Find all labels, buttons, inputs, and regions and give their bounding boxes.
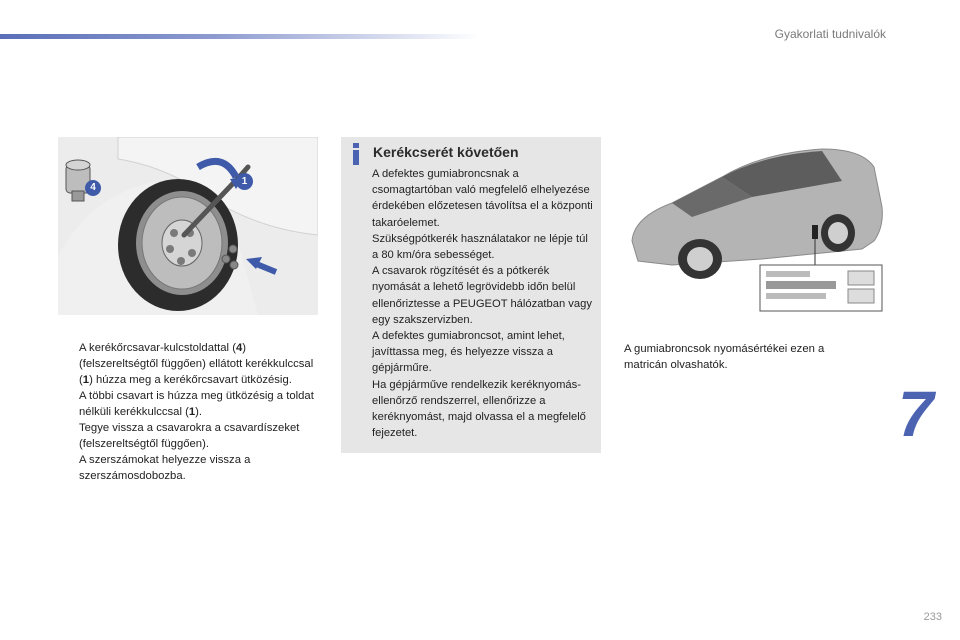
callout-1: 1 (236, 173, 253, 190)
header-accent-bar (0, 34, 480, 39)
step-text: ). (195, 406, 203, 418)
step-item (58, 420, 328, 452)
section-title: Gyakorlati tudnivalók (774, 27, 886, 41)
step-item (58, 388, 328, 420)
car-caption: A gumiabroncsok nyomásértékei ezen a matricán olvashatók. (624, 343, 825, 371)
info-text: A defektes gumiabroncsnak a csomagtartóban való megfelelő elhelyezése érdekében előzetesen távolítsa el a központi takaróelemet. Szükségpótkerék használatakor ne lépje túl a 80 km/óra sebességet. A csavarok rögzítését és a pótkerék nyomását a lehető legrövidebb időn belül ellenőriztesse a PEUGEOT hálózatban vagy egy szakszervizben. A defektes gumiabroncsot, amint lehet, javíttassa meg, és helyezze vissza a gépjárműre. Ha gépjárműve rendelkezik keréknyomás-ellenőrző rendszerrel, ellenőrizze a keréknyomást, majd olvassa el a megfelelő fejezetet. (372, 168, 593, 440)
callout-ref: 4 (235, 342, 243, 354)
callout-ref: 1 (82, 374, 90, 386)
step-item (58, 340, 328, 388)
step-text: A szerszámokat helyezze vissza a szerszámosdobozba. (79, 454, 251, 482)
wheel-nut-figure (58, 137, 318, 315)
chapter-number: 7 (898, 378, 934, 450)
step-text: Tegye vissza a csavarokra a csavardíszeket (felszereltségtől függően). (79, 422, 300, 450)
page-number: 233 (923, 611, 942, 623)
step-text: A kerékőrcsavar-kulcstoldattal ( (79, 342, 236, 354)
callout-ref: 1 (188, 406, 196, 418)
car-figure (612, 137, 890, 315)
step-text: ) (felszereltségtől függően) ellátott kerékkulccsal ( (79, 342, 314, 386)
step-text: ) húzza meg a kerékőrcsavart ütközésig. (89, 374, 292, 386)
step-item (58, 452, 328, 484)
step-list (58, 340, 328, 484)
info-icon (349, 143, 363, 165)
info-box (341, 137, 601, 453)
step-text: A többi csavart is húzza meg ütközésig a toldat nélküli kerékkulccsal ( (79, 390, 314, 418)
info-title: Kerékcserét követően (373, 144, 519, 160)
callout-4: 4 (85, 180, 101, 196)
